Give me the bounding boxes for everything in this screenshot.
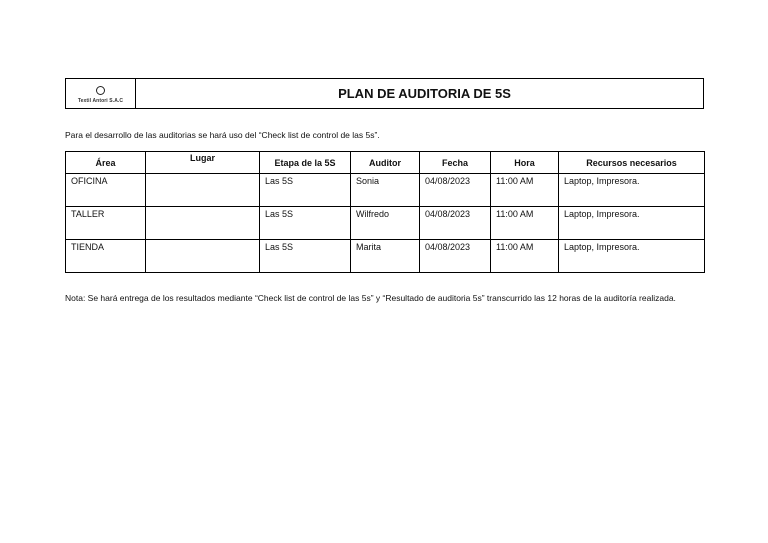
cell-fecha: 04/08/2023 bbox=[420, 207, 491, 240]
cell-hora: 11:00 AM bbox=[491, 207, 559, 240]
cell-fecha: 04/08/2023 bbox=[420, 240, 491, 273]
document-title: PLAN DE AUDITORIA DE 5S bbox=[338, 86, 511, 101]
cell-auditor: Sonia bbox=[351, 174, 420, 207]
header-area: Área bbox=[66, 152, 146, 174]
closing-note: Nota: Se hará entrega de los resultados mediante “Check list de control de las 5s” y “Resultado de auditoria 5s” transcurrido las 12 horas de la auditoría realizada. bbox=[65, 293, 676, 303]
cell-area: TIENDA bbox=[66, 240, 146, 273]
table-row bbox=[66, 207, 705, 240]
cell-lugar bbox=[146, 240, 260, 273]
cell-hora: 11:00 AM bbox=[491, 174, 559, 207]
cell-auditor: Wilfredo bbox=[351, 207, 420, 240]
header-hora: Hora bbox=[491, 152, 559, 174]
cell-lugar bbox=[146, 174, 260, 207]
cell-etapa: Las 5S bbox=[260, 174, 351, 207]
header-etapa: Etapa de la 5S bbox=[260, 152, 351, 174]
cell-lugar bbox=[146, 207, 260, 240]
table-header-row bbox=[66, 152, 705, 174]
cell-etapa: Las 5S bbox=[260, 240, 351, 273]
header-fecha: Fecha bbox=[420, 152, 491, 174]
cell-recursos: Laptop, Impresora. bbox=[559, 174, 705, 207]
circle-logo-icon bbox=[96, 86, 105, 95]
company-logo bbox=[66, 79, 136, 108]
company-name: Textil Antori S.A.C bbox=[77, 97, 124, 104]
header-recursos: Recursos necesarios bbox=[559, 152, 705, 174]
header-auditor: Auditor bbox=[351, 152, 420, 174]
cell-recursos: Laptop, Impresora. bbox=[559, 207, 705, 240]
cell-area: TALLER bbox=[66, 207, 146, 240]
cell-fecha: 04/08/2023 bbox=[420, 174, 491, 207]
table-row bbox=[66, 240, 705, 273]
cell-recursos: Laptop, Impresora. bbox=[559, 240, 705, 273]
cell-auditor: Marita bbox=[351, 240, 420, 273]
cell-etapa: Las 5S bbox=[260, 207, 351, 240]
document-header bbox=[65, 78, 704, 109]
cell-area: OFICINA bbox=[66, 174, 146, 207]
audit-plan-table bbox=[65, 151, 705, 273]
table-row bbox=[66, 174, 705, 207]
cell-hora: 11:00 AM bbox=[491, 240, 559, 273]
header-lugar: Lugar bbox=[146, 152, 260, 174]
intro-paragraph: Para el desarrollo de las auditorias se hará uso del “Check list de control de las 5s”. bbox=[65, 130, 380, 140]
